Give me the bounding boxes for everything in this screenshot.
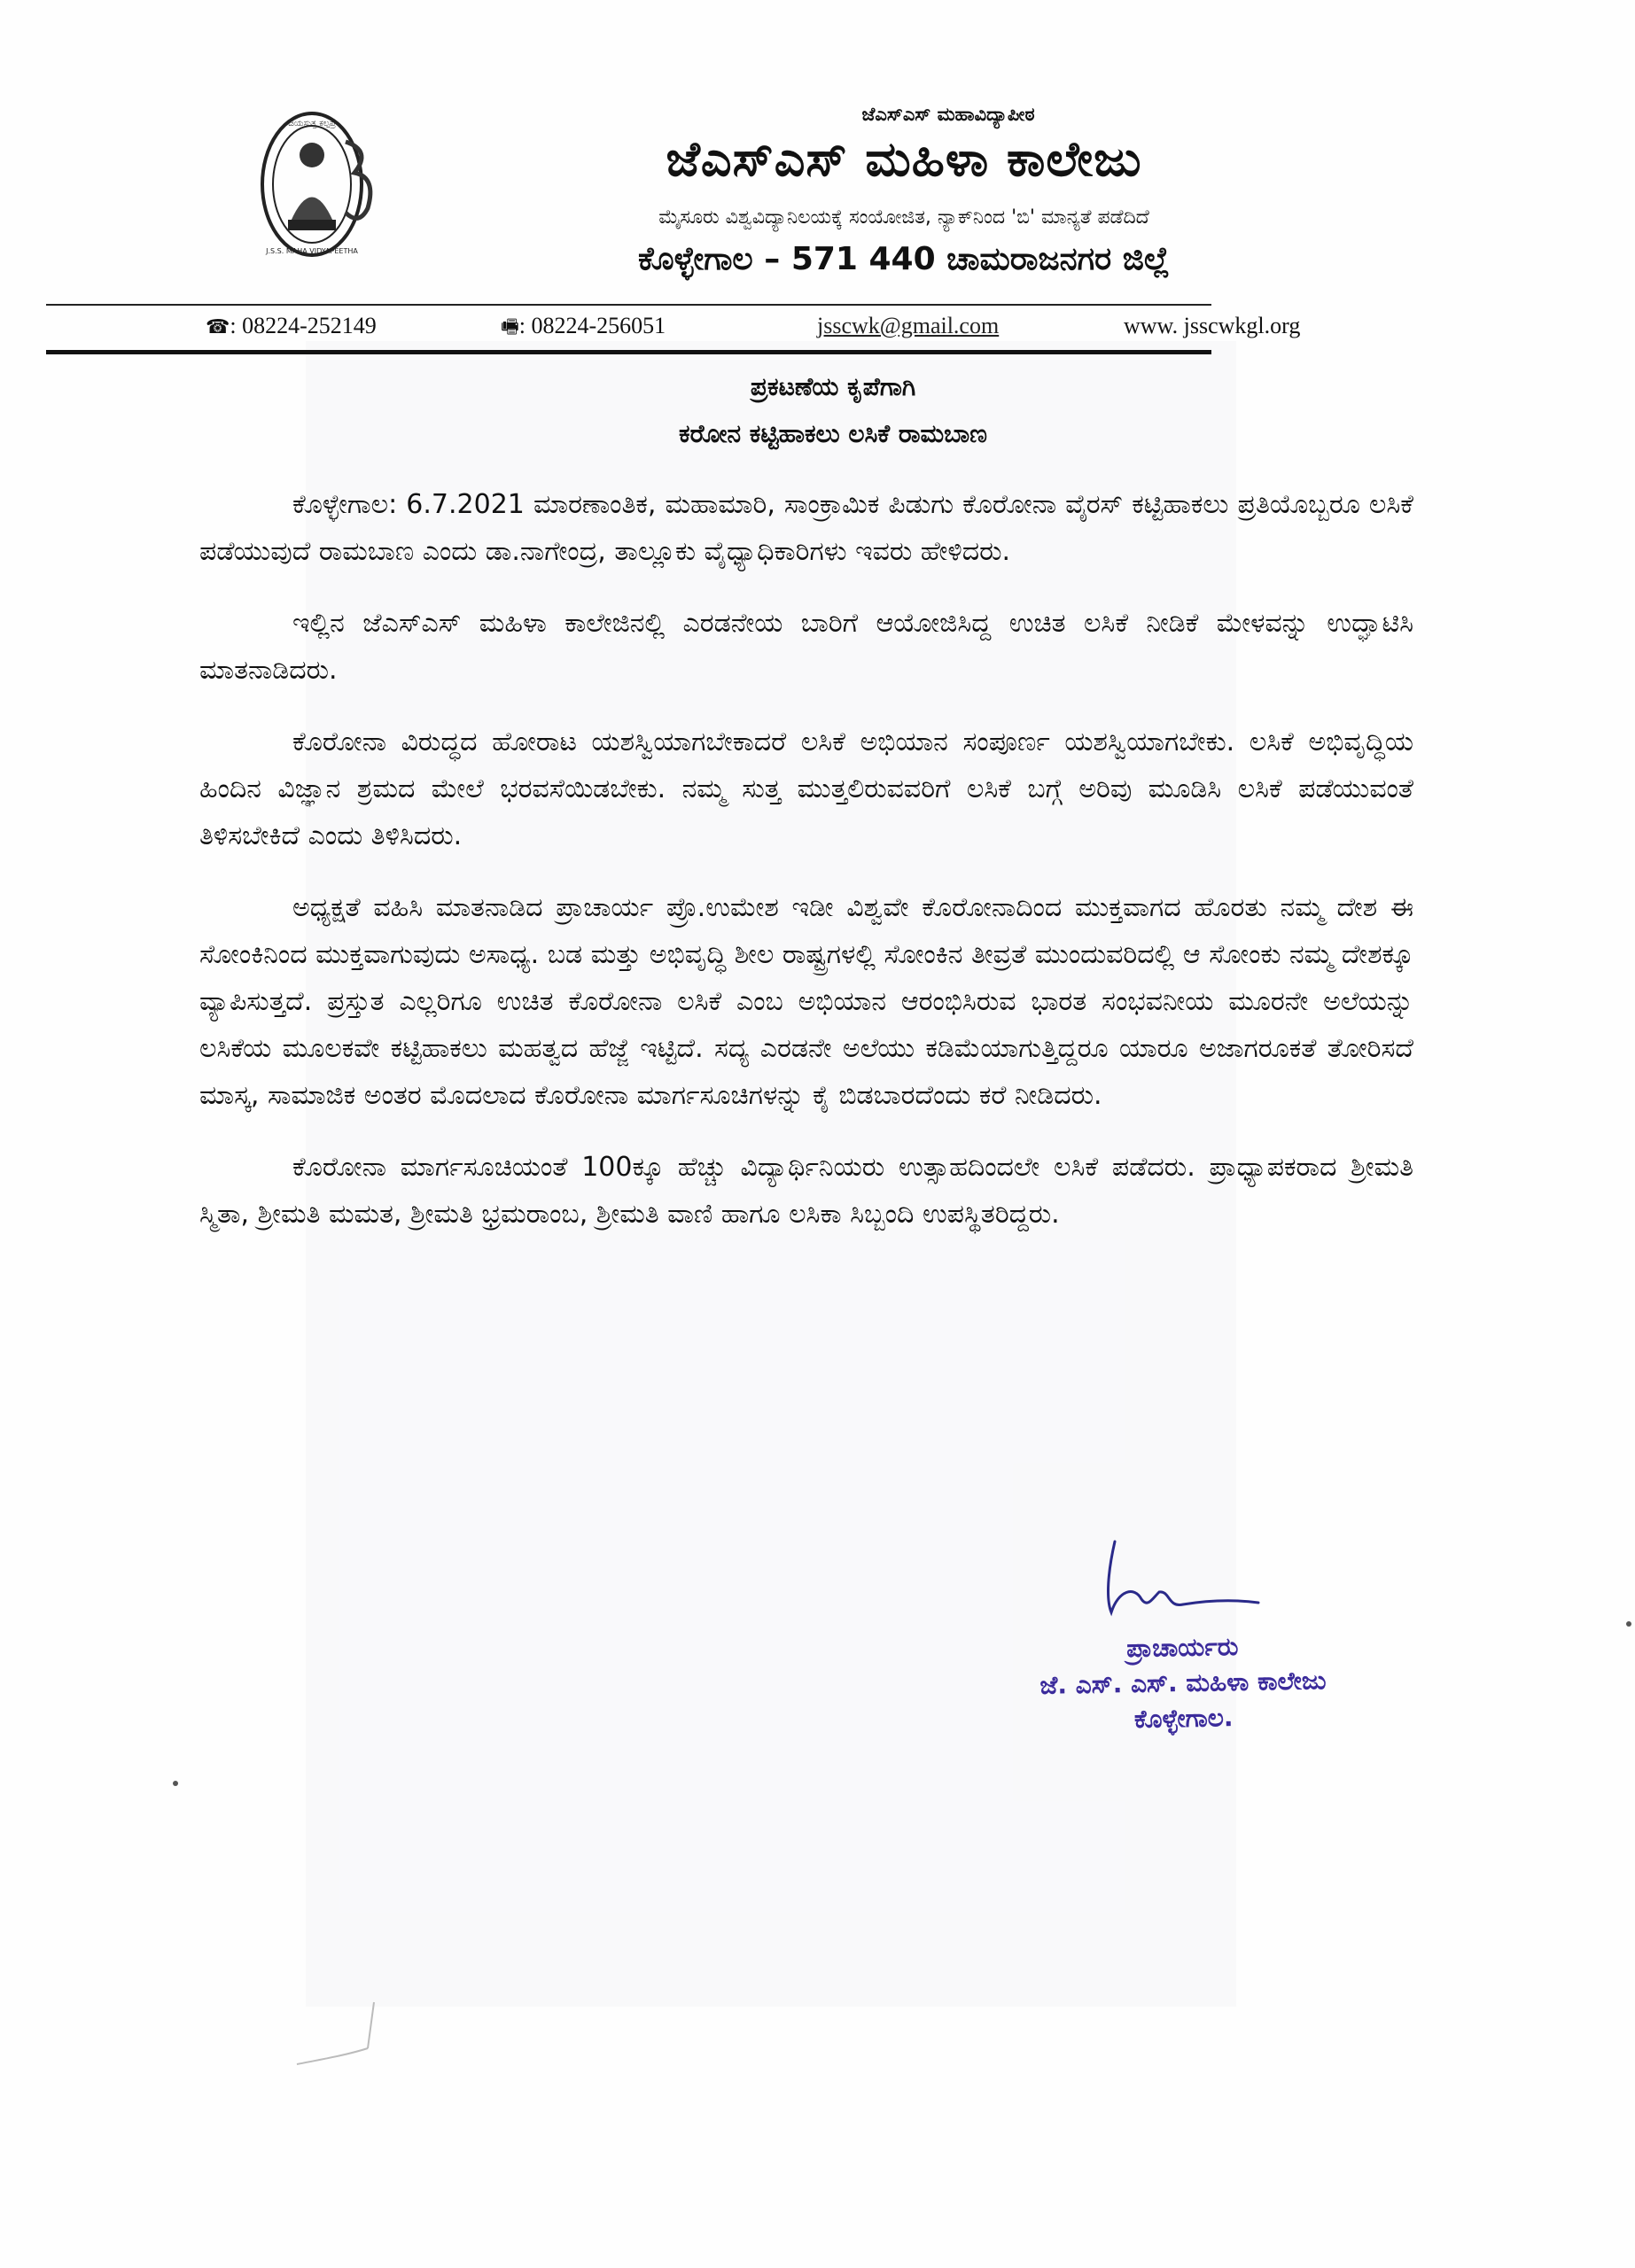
website-link[interactable]: www. jsscwkgl.org (1124, 313, 1301, 338)
email-link[interactable]: jsscwk@gmail.com (817, 313, 1000, 338)
affiliation-line: ಮೈಸೂರು ವಿಶ್ವವಿದ್ಯಾನಿಲಯಕ್ಕೆ ಸಂಯೋಜಿತ, ನ್ಯಾಕ್‌ನಿಂದ 'ಬಿ' ಮಾನ್ಯತೆ ಪಡೆದಿದೆ (658, 206, 1149, 229)
scan-speck (1626, 1621, 1631, 1627)
paragraph-3: ಕೊರೋನಾ ವಿರುದ್ಧದ ಹೋರಾಟ ಯಶಸ್ವಿಯಾಗಬೇಕಾದರೆ ಲಸಿಕೆ ಅಭಿಯಾನ ಸಂಪೂರ್ಣ ಯಶಸ್ವಿಯಾಗಬೇಕು. ಲಸಿಕೆ ಅಭಿವೃದ್ಧಿಯ ಹಿಂದಿನ ವಿಜ್ಞಾನ ಶ್ರಮದ ಮೇಲೆ ಭರವಸೆಯಿಡಬೇಕು. ನಮ್ಮ ಸುತ್ತ ಮುತ್ತಲಿರುವವರಿಗೆ ಲಸಿಕೆ ಬಗ್ಗೆ ಅರಿವು ಮೂಡಿಸಿ ಲಸಿಕೆ ಪಡೆಯುವಂತೆ ತಿಳಿಸಬೇಕಿದೆ ಎಂದು ತಿಳಿಸಿದರು. (199, 726, 1413, 851)
phone-icon: ☎ (206, 315, 230, 338)
stamp-designation: ಪ್ರಾಚಾರ್ಯರು (1125, 1631, 1239, 1664)
stamp-place: ಕೊಳ್ಳೇಗಾಲ. (1133, 1703, 1234, 1734)
scan-speck (173, 1781, 178, 1786)
paragraph-5: ಕೊರೋನಾ ಮಾರ್ಗಸೂಚಿಯಂತೆ 100ಕ್ಕೂ ಹೆಚ್ಚು ವಿದ್ಯಾರ್ಥಿನಿಯರು ಉತ್ಸಾಹದಿಂದಲೇ ಲಸಿಕೆ ಪಡೆದರು. ಪ್ರಾಧ್ಯಾಪಕರಾದ ಶ್ರೀಮತಿ ಸ್ಮಿತಾ, ಶ್ರೀಮತಿ ಮಮತ, ಶ್ರೀಮತಿ ಭ್ರಮರಾಂಬ, ಶ್ರೀಮತಿ ವಾಣಿ ಹಾಗೂ ಲಸಿಕಾ ಸಿಬ್ಬಂದಿ ಉಪಸ್ಥಿತರಿದ್ದರು. (199, 1152, 1413, 1230)
fax-text: : 08224-256051 (518, 313, 666, 338)
college-logo (257, 106, 381, 261)
phone-text: : 08224-252149 (230, 313, 377, 338)
logo-top-text: ಜಯಸುತ್ತ ಕಲ್ಪಪ್ರ (288, 119, 336, 128)
principal-signature (1099, 1537, 1276, 1621)
paragraph-4: ಅಧ್ಯಕ್ಷತೆ ವಹಿಸಿ ಮಾತನಾಡಿದ ಪ್ರಾಚಾರ್ಯ ಪ್ರೊ.ಉಮೇಶ ಇಡೀ ವಿಶ್ವವೇ ಕೊರೋನಾದಿಂದ ಮುಕ್ತವಾಗದ ಹೊರತು ನಮ್ಮ ದೇಶ ಈ ಸೋಂಕಿನಿಂದ ಮುಕ್ತವಾಗುವುದು ಅಸಾಧ್ಯ. ಬಡ ಮತ್ತು ಅಭಿವೃದ್ಧಿ ಶೀಲ ರಾಷ್ಟ್ರಗಳಲ್ಲಿ ಸೋಂಕಿನ ತೀವ್ರತೆ ಮುಂದುವರಿದಲ್ಲಿ ಆ ಸೋಂಕು ನಮ್ಮ ದೇಶಕ್ಕೂ ವ್ಯಾಪಿಸುತ್ತದೆ. ಪ್ರಸ್ತುತ ಎಲ್ಲರಿಗೂ ಉಚಿತ ಕೊರೋನಾ ಲಸಿಕೆ ಎಂಬ ಅಭಿಯಾನ ಆರಂಭಿಸಿರುವ ಭಾರತ ಸಂಭವನೀಯ ಮೂರನೇ ಅಲೆಯನ್ನು ಲಸಿಕೆಯ ಮೂಲಕವೇ ಕಟ್ಟಿಹಾಕಲು ಮಹತ್ವದ ಹೆಜ್ಜೆ ಇಟ್ಟಿದೆ. ಸದ್ಯ ಎರಡನೇ ಅಲೆಯು ಕಡಿಮೆಯಾಗುತ್ತಿದ್ದರೂ ಯಾರೂ ಅಜಾಗರೂಕತೆ ತೋರಿಸದೆ ಮಾಸ್ಕ, ಸಾಮಾಜಿಕ ಅಂತರ ಮೊದಲಾದ ಕೊರೋನಾ ಮಾರ್ಗಸೂಚಿಗಳನ್ನು ಕೈ ಬಿಡಬಾರದೆಂದು ಕರೆ ನೀಡಿದರು. (199, 892, 1413, 1111)
header-divider-thin (46, 304, 1211, 306)
stamp-college: ಜೆ. ಎಸ್. ಎಸ್. ಮಹಿಳಾ ಕಾಲೇಜು (1039, 1666, 1327, 1700)
paragraph-2: ಇಲ್ಲಿನ ಜೆಎಸ್‌ಎಸ್ ಮಹಿಳಾ ಕಾಲೇಜಿನಲ್ಲಿ ಎರಡನೇಯ ಬಾರಿಗೆ ಆಯೋಜಿಸಿದ್ದ ಉಚಿತ ಲಸಿಕೆ ನೀಡಿಕೆ ಮೇಳವನ್ನು ಉದ್ಘಾಟಿಸಿ ಮಾತನಾಡಿದರು. (199, 608, 1413, 686)
college-name: ಜೆಎಸ್‌ಎಸ್ ಮಹಿಳಾ ಕಾಲೇಜು (666, 131, 1142, 187)
address-line: ಕೊಳ್ಳೇಗಾಲ – 571 440 ಚಾಮರಾಜನಗರ ಜಿಲ್ಲೆ (638, 241, 1170, 277)
parent-organization: ಜೆಎಸ್‌ಎಸ್ ಮಹಾವಿದ್ಯಾಪೀಠ (861, 104, 1035, 125)
principal-stamp (974, 1627, 1392, 1740)
logo-text: J.S.S. MAHA VIDYAPEETHA (266, 247, 358, 255)
header-divider-thick (46, 350, 1211, 354)
margin-scribble (292, 1993, 399, 2073)
fax-number (501, 308, 666, 344)
press-release-body (199, 481, 1413, 1262)
press-note-label: ಪ್ರಕಟಣೆಯ ಕೃಪೆಗಾಗಿ (750, 372, 916, 401)
paragraph-1: ಕೊಳ್ಳೇಗಾಲ: 6.7.2021 ಮಾರಣಾಂತಿಕ, ಮಹಾಮಾರಿ, ಸಾಂಕ್ರಾಮಿಕ ಪಿಡುಗು ಕೊರೋನಾ ವೈರಸ್ ಕಟ್ಟಿಹಾಕಲು ಪ್ರತಿಯೊಬ್ಬರೂ ಲಸಿಕೆ ಪಡೆಯುವುದೆ ರಾಮಬಾಣ ಎಂದು ಡಾ.ನಾಗೇಂದ್ರ, ತಾಲ್ಲೂಕು ವೈಧ್ಯಾಧಿಕಾರಿಗಳು ಇವರು ಹೇಳಿದರು. (199, 489, 1413, 567)
fax-icon: 🖷 (501, 315, 519, 338)
phone-number (206, 308, 377, 344)
press-title: ಕರೋನ ಕಟ್ಟಿಹಾಕಲು ಲಸಿಕೆ ರಾಮಬಾಣ (678, 419, 988, 448)
